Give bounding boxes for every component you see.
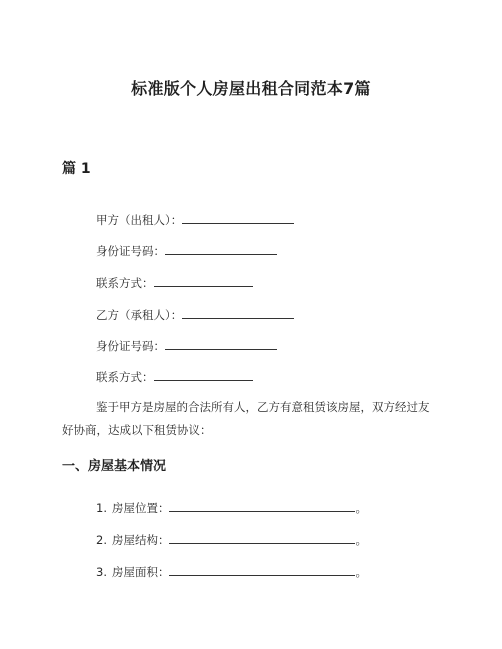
item-structure: [96, 532, 367, 548]
item-end: 。: [355, 565, 367, 579]
lessee-id-blank: [165, 338, 277, 350]
lessee-line: [96, 307, 294, 323]
item-number: 2.: [96, 533, 107, 547]
lessor-contact-label: 联系方式：: [96, 276, 154, 290]
item-label: 房屋面积：: [111, 565, 170, 579]
lessee-label: 乙方（承租人）：: [96, 308, 183, 322]
lessee-contact-line: [96, 369, 253, 385]
lessee-contact-blank: [154, 369, 253, 381]
item-number: 3.: [96, 565, 107, 579]
lessor-label: 甲方（出租人）：: [96, 213, 183, 227]
lessor-id-label: 身份证号码：: [96, 244, 165, 258]
item-number: 1.: [96, 501, 107, 515]
document-title: 标准版个人房屋出租合同范本7篇: [131, 79, 371, 98]
lessee-id-label: 身份证号码：: [96, 339, 165, 353]
item-blank: [169, 532, 355, 544]
item-area: [96, 564, 367, 580]
lessor-line: [96, 212, 294, 228]
item-end: 。: [355, 533, 367, 547]
lessor-blank: [182, 212, 294, 224]
lessee-blank: [182, 307, 294, 319]
section-heading-basic-info: 一、房屋基本情况: [62, 459, 167, 474]
lessor-contact-line: [96, 275, 253, 291]
item-blank: [169, 564, 355, 576]
lessee-contact-label: 联系方式：: [96, 370, 154, 384]
intro-paragraph: 鉴于甲方是房屋的合法所有人，乙方有意租赁该房屋，双方经过友好协商，达成以下租赁协议：: [62, 400, 430, 437]
lessee-id-line: [96, 338, 277, 354]
item-label: 房屋位置：: [111, 501, 170, 515]
lessor-id-line: [96, 243, 277, 259]
item-end: 。: [355, 501, 367, 515]
item-label: 房屋结构：: [111, 533, 170, 547]
section-title: 篇 1: [62, 161, 91, 177]
item-location: [96, 500, 367, 516]
lessor-id-blank: [165, 243, 277, 255]
lessor-contact-blank: [154, 275, 253, 287]
item-blank: [169, 500, 355, 512]
